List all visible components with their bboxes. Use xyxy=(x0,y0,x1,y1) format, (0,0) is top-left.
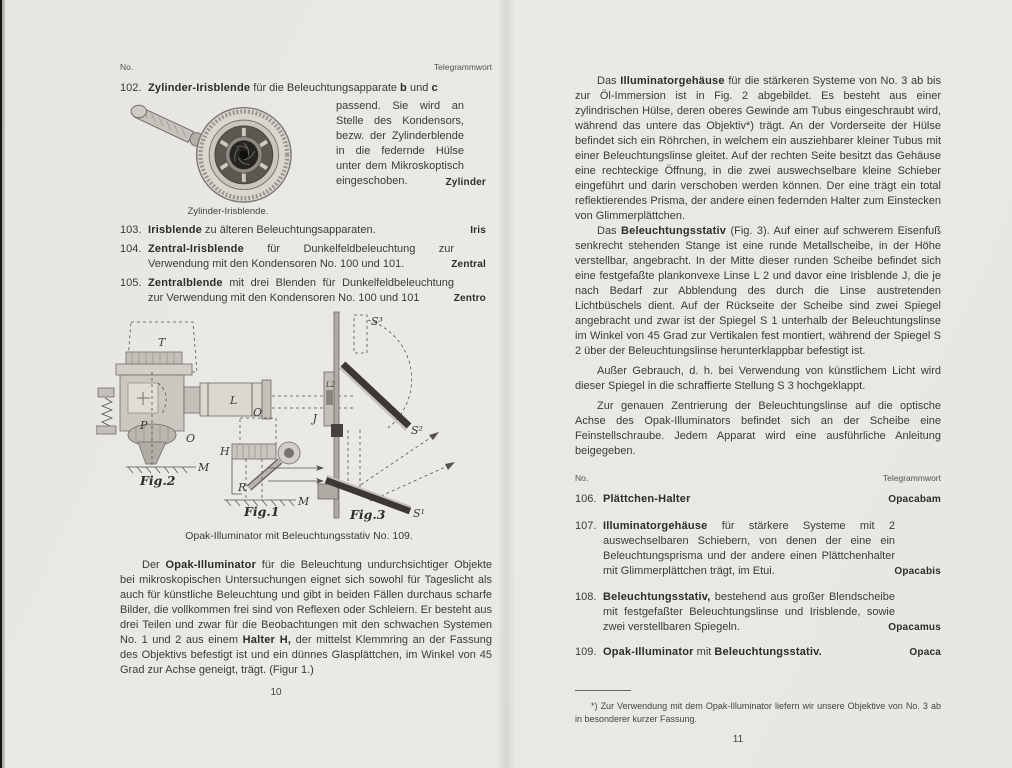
item-text: für stärkere Systeme mit 2 auswechselbaren Schiebern, von denen der eine ein Beleuchtungsprisma und der andere einen Plättchenhalter mit Glimmerplättchen trägt, im Etui. xyxy=(603,520,895,577)
ray-arrowhead-b xyxy=(445,462,455,470)
item-number: 107. xyxy=(575,520,597,532)
irisblende-photo-figure xyxy=(120,96,336,219)
item-number: 108. xyxy=(575,591,597,603)
illuminatorgehaeuse-paragraph xyxy=(575,74,941,224)
halter-ring xyxy=(232,444,276,459)
label-L2: L2 xyxy=(326,381,336,389)
item-name: Zylinder-Irisblende xyxy=(148,82,251,94)
para-text: (Fig. 3). Auf einer auf schwerem Eisenfuß senkrecht stehenden Stange ist eine runde Metallscheibe, in der Höhe verstellbar, angebracht. In der Mitte dieser runden Scheibe befindet sich eine festgefaßte plankonvexe Linse L 2 und davor eine Irisblende J, die je nach Bedarf zur Abblendung des durch die Linse austretenden Lichtbüschels dient. Auf der Rückseite der Scheibe sind zwei Spiegel angebracht und zwar ist der Spiegel S 1 unterhalb der Beleuchtungslinse im Winkel von 45 Grad zur Vertikalen fest montiert, während der Spiegel S 2 über der Beleuchtungslinse herunterklappbar befestigt ist. xyxy=(575,225,941,357)
telegram-word: Iris xyxy=(470,225,486,236)
tube-endcap xyxy=(262,380,271,419)
catalog-item-106 xyxy=(575,492,941,507)
para-text-bold: Opak-Illuminator xyxy=(165,559,257,571)
label-H: H xyxy=(220,445,230,458)
irisblende-photo xyxy=(130,98,323,204)
item-text-bold: c xyxy=(431,82,438,94)
item-text: mit drei Blenden für Dunkelfeldbeleuchtung zur Verwendung mit den Kondensoren No. 100 und 101 xyxy=(148,277,454,304)
telegram-header: Telegrammwort xyxy=(433,62,492,72)
telegram-word: Opacabis xyxy=(894,566,941,577)
item-name: Zentral-Irisblende xyxy=(148,243,244,255)
right-page xyxy=(575,74,941,747)
glass-plate xyxy=(249,461,280,488)
fig3-caption: Fig.3 xyxy=(350,507,386,522)
item-text: zu älteren Beleuchtungsapparaten. xyxy=(201,224,376,236)
telegram-word: Opaca xyxy=(909,647,941,658)
catalog-item-103 xyxy=(120,223,492,238)
ray-to-s1-a xyxy=(356,434,436,488)
ausser-gebrauch-paragraph: Außer Gebrauch, d. h. bei Verwendung von künstlichem Licht wird dieser Spiegel in die schraffierte Stellung S 3 hochgeklappt. xyxy=(575,365,941,392)
label-M-fig1: M xyxy=(298,495,310,508)
light-rays-fig1 xyxy=(268,468,322,481)
mirror-s2 xyxy=(343,364,409,426)
item-text: für Dunkelfeldbeleuchtung zur Verwendung mit den Kondensoren No. 100 und 101. xyxy=(148,243,454,270)
figure-plate xyxy=(96,310,502,527)
fig2-caption: Fig.2 xyxy=(140,473,176,488)
left-page xyxy=(120,62,492,700)
telegram-word: Opacamus xyxy=(888,622,941,633)
opak-illuminator-drawing xyxy=(96,310,502,522)
lens-ball-center xyxy=(284,448,294,458)
para-text: der mittelst Klemmring an der Fassung des Objektivs befestigt ist und ein dünnes Glasplättchen, im Winkel von 45 Grad zur Achse geneigt, trägt. (Figur 1.) xyxy=(120,634,492,676)
tube-connector xyxy=(184,387,200,413)
item-number: 102. xyxy=(120,82,142,94)
item-name: Beleuchtungsstativ, xyxy=(603,591,711,603)
lens-mount xyxy=(326,390,333,405)
spring xyxy=(102,398,112,426)
rod-clamp xyxy=(331,424,343,437)
label-O-fig1: O xyxy=(253,406,263,419)
telegram-word: Zylinder xyxy=(445,177,486,188)
item-name: Illuminatorgehäuse xyxy=(603,520,708,532)
para-text-bold: Halter H, xyxy=(242,634,292,646)
knurled-ring xyxy=(126,352,182,365)
telegram-header: Telegrammwort xyxy=(882,473,941,483)
flange xyxy=(116,364,192,375)
mirror-s2-face xyxy=(340,368,406,430)
optical-axis-horizontal xyxy=(272,396,354,408)
item-102-body xyxy=(120,96,492,219)
item-text: für die Beleuchtungsapparate xyxy=(250,82,401,94)
item-number: 103. xyxy=(120,224,142,236)
catalog-item-108 xyxy=(575,590,941,635)
item-text: und xyxy=(406,82,432,94)
item-text-bold: b xyxy=(400,82,407,94)
scan-edge-shadow xyxy=(0,0,5,768)
page-number: 11 xyxy=(732,734,744,745)
catalog-item-102 xyxy=(120,81,492,219)
catalog-item-107 xyxy=(575,519,941,579)
catalog-item-104 xyxy=(120,242,492,272)
label-J: J xyxy=(312,412,317,425)
item-name: Plättchen-Halter xyxy=(603,493,691,505)
telegram-word: Opacabam xyxy=(888,494,941,505)
para-text: Das xyxy=(597,75,621,87)
left-column-headers xyxy=(120,62,492,73)
para-text-bold: Illuminatorgehäuse xyxy=(620,75,725,87)
fig1-caption: Fig.1 xyxy=(244,504,280,519)
item-name: Opak-Illuminator xyxy=(603,646,694,658)
para-text: Das xyxy=(597,225,621,237)
item-text: bestehend aus großer Blendscheibe mit festgefaßter Beleuchtungslinse und Irisblende, sowie zwei verstellbaren Spiegeln. xyxy=(603,591,895,633)
item-text: mit xyxy=(693,646,715,658)
item-number: 104. xyxy=(120,243,142,255)
para-text-bold: Beleuchtungsstativ xyxy=(620,225,727,237)
item-name: Zentralblende xyxy=(148,277,223,289)
fig3-drawing xyxy=(311,312,455,522)
footnote-rule xyxy=(575,690,631,691)
ray-arrowhead-a xyxy=(429,432,439,440)
item-number: 109. xyxy=(575,646,597,658)
catalog-item-105 xyxy=(120,276,492,306)
figure-caption: Opak-Illuminator mit Beleuchtungsstativ No. 109. xyxy=(185,530,413,542)
right-column-headers xyxy=(575,473,941,484)
light-path-vertical xyxy=(348,430,360,488)
handle-cap xyxy=(131,105,146,118)
label-P: P xyxy=(140,419,148,432)
item-name: Irisblende xyxy=(148,224,202,236)
label-S2: S² xyxy=(411,424,423,437)
footnote: *) Zur Verwendung mit dem Opak-Illuminator liefern wir unsere Objektive von No. 3 ab in besonderer kurzer Fassung. xyxy=(575,701,941,724)
item-number: 105. xyxy=(120,277,142,289)
para-text: für die stärkeren Systeme von No. 3 ab bis zur Öl-Immersion ist in Fig. 2 abgebildet. Es besteht aus einer zylindrischen Hülse, deren oberes Gewinde am Tubus eingeschraubt wird, während das untere das Objektiv*) trägt. An der Vorderseite der Hülse befindet sich ein Röhrchen, in welchem ein ausziehbarer kleiner Tubus mit einer Beleuchtungslinse gleitet. Auf der rechten Seite besitzt das Gehäuse eine rechteckige Öffnung, in die zwei auswechselbare kleine Schieber eingeführt und darin verschoben werden können. Der eine trägt ein total reflektierendes Prisma, der andere einen federnden Halter zum Einstecken von Glimmerplättchen. xyxy=(575,75,941,222)
item-102-wrap-text: passend. Sie wird an Stelle des Kondensors, bezw. der Zylinderblende in die federnde Hülse unter dem Mikroskoptisch eingeschoben. xyxy=(336,100,464,187)
telegram-word: Zentral xyxy=(451,259,486,270)
iris-center-hole xyxy=(240,151,249,160)
clamp-top xyxy=(98,388,114,397)
clamp-bottom xyxy=(96,426,116,434)
mirror-s1-face xyxy=(327,476,411,507)
label-S3: S³ xyxy=(371,315,383,328)
label-S1: S¹ xyxy=(413,507,425,520)
mirror-s3-dashed xyxy=(354,315,367,353)
photo-caption: Zylinder-Irisblende. xyxy=(187,206,269,217)
label-M-fig2: M xyxy=(198,461,210,474)
fig1-drawing xyxy=(219,406,324,519)
zentrierung-paragraph: Zur genauen Zentrierung der Beleuchtungslinse auf die optische Achse des Opak-Illuminators befindet sich an der Scheibe eine Feinstellschraube. Jedem Apparat wird eine ausführliche Anleitung beigegeben. xyxy=(575,400,941,457)
beleuchtungsstativ-paragraph xyxy=(575,224,941,359)
telegram-word: Zentro xyxy=(453,293,486,304)
item-name-2: Beleuchtungsstativ. xyxy=(714,646,822,658)
item-102-heading xyxy=(120,81,492,96)
para-text: für die Beleuchtung undurchsichtiger Objekte bei mikroskopischen Untersuchungen eignet sich sowohl für Tageslicht als auch für künstliche Beleuchtung und gibt in beiden Fällen durchaus scharfe Bilder, die vollkommen frei sind von Reflexen oder Schleiern. Er besteht aus drei Teilen und zwar für die Beobachtungen mit den schwachen Systemen No. 1 und 2 aus einem xyxy=(120,559,492,646)
label-T: T xyxy=(158,336,166,349)
label-R: R xyxy=(238,481,247,494)
para-text: Der xyxy=(142,559,166,571)
opak-illuminator-paragraph xyxy=(120,558,492,678)
label-L: L xyxy=(230,394,238,407)
catalog-item-109 xyxy=(575,645,941,660)
fig2-drawing xyxy=(96,322,271,488)
item-number: 106. xyxy=(575,493,597,505)
no-header: No. xyxy=(575,473,589,483)
label-O-fig2: O xyxy=(186,432,196,445)
no-header: No. xyxy=(120,62,134,72)
page-number: 10 xyxy=(270,687,282,698)
